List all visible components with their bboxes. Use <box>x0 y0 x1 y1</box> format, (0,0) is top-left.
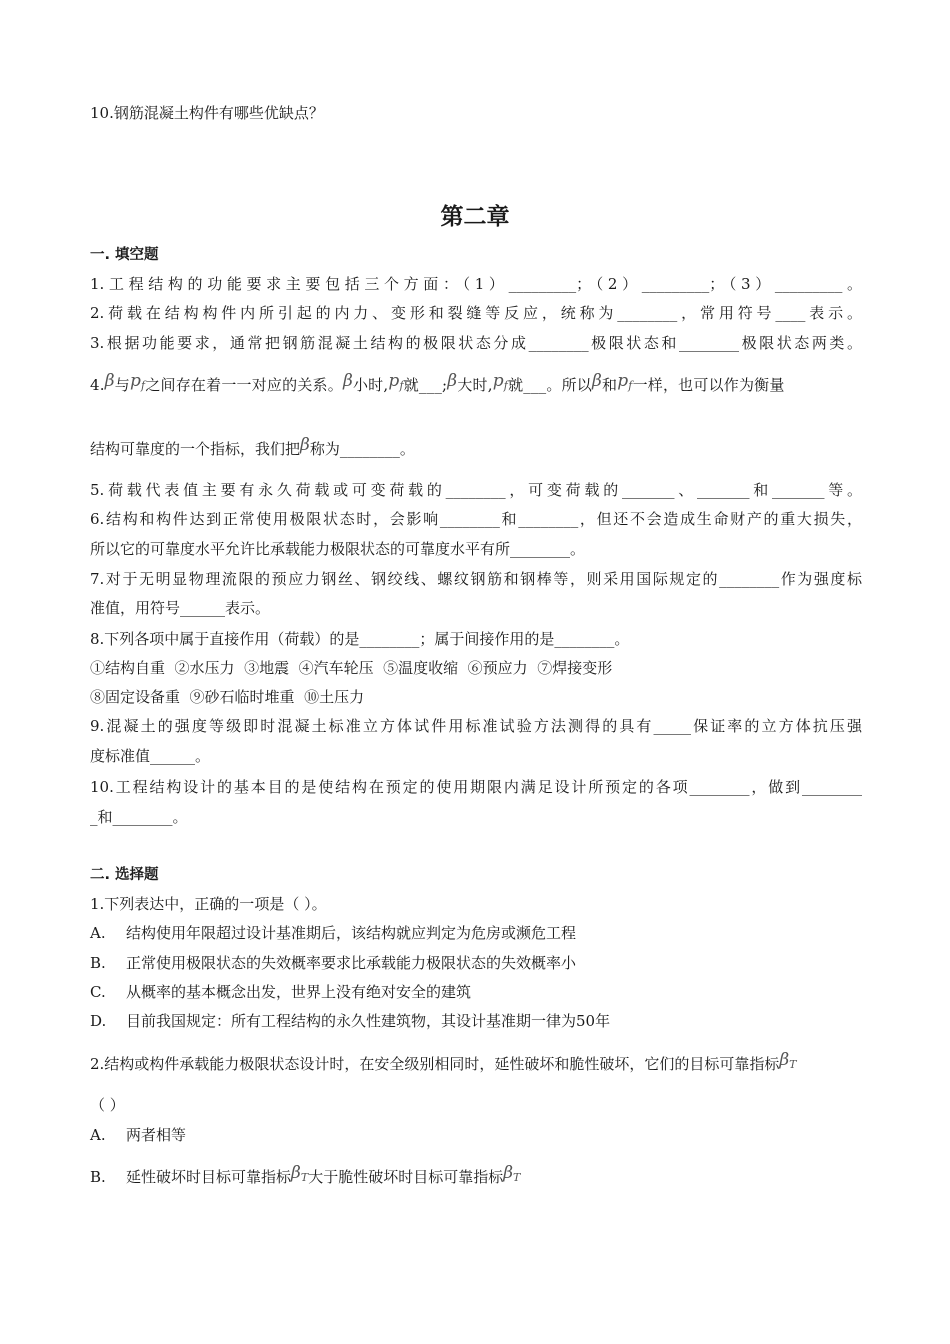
fill-question-6-line1: 6.结构和构件达到正常使用极限状态时，会影响________和________，但还不会造成生命财产的重大损失， <box>90 510 862 528</box>
fill-question-8-items-1: ①结构自重 ②水压力 ③地震 ④汽车轮压 ⑤温度收缩 ⑥预应力 ⑦焊接变形 <box>90 659 613 677</box>
section-heading-multiple-choice: 二. 选择题 <box>90 867 159 883</box>
fill-question-3: 3.根据功能要求，通常把钢筋混凝土结构的极限状态分成________极限状态和________极限状态两类。 <box>90 334 862 352</box>
beta-t-symbol: βT <box>779 1050 797 1071</box>
prev-question-10: 10.钢筋混凝土构件有哪些优缺点？ <box>90 104 324 122</box>
choice-question-1: 1.下列表达中，正确的一项是（ ）。 <box>90 895 327 913</box>
choice-option-b: B. 正常使用极限状态的失效概率要求比承载能力极限状态的失效概率小 <box>90 954 577 972</box>
pf-symbol: pf <box>388 371 404 392</box>
fill-question-6-line2: 所以它的可靠度水平允许比承载能力极限状态的可靠度水平有所________。 <box>90 540 586 558</box>
fill-question-4-line1: 4.β与pf之间存在着一一对应的关系。β小时,pf就___;β大时,pf就___。所以β和pf一样，也可以作为衡量 <box>90 371 785 394</box>
choice-option-c: C. 从概率的基本概念出发，世界上没有绝对安全的建筑 <box>90 983 472 1001</box>
beta-symbol: β <box>591 371 602 391</box>
fill-question-8: 8.下列各项中属于直接作用（荷载）的是________；属于间接作用的是________。 <box>90 630 630 648</box>
choice-question-2-paren: （ ） <box>90 1096 125 1114</box>
fill-question-4-line2: 结构可靠度的一个指标，我们把β称为________。 <box>90 435 415 458</box>
choice-option-d: D. 目前我国规定：所有工程结构的永久性建筑物，其设计基准期一律为50年 <box>90 1012 611 1030</box>
pf-symbol: pf <box>617 371 633 392</box>
chapter-title: 第二章 <box>440 204 510 230</box>
pf-symbol: pf <box>492 371 509 392</box>
choice-option-a: A. 结构使用年限超过设计基准期后，该结构就应判定为危房或濒危工程 <box>90 924 577 942</box>
fill-question-9-line2: 度标准值______。 <box>90 747 211 765</box>
fill-question-9-line1: 9.混凝土的强度等级即时混凝土标准立方体试件用标准试验方法测得的具有_____保证率的立方体抗压强 <box>90 717 862 735</box>
beta-symbol: β <box>447 371 458 391</box>
beta-symbol: β <box>104 371 115 391</box>
fill-question-7-line1: 7.对于无明显物理流限的预应力钢丝、钢绞线、螺纹钢筋和钢棒等，则采用国际规定的________作为强度标 <box>90 570 862 588</box>
beta-symbol: β <box>300 435 310 455</box>
choice2-option-b: B. 延性破坏时目标可靠指标βT大于脆性破坏时目标可靠指标βT <box>90 1163 521 1186</box>
fill-question-10-line1: 10.工程结构设计的基本目的是使结构在预定的使用期限内满足设计所预定的各项________，做到________ <box>90 778 862 796</box>
fill-question-2: 2.荷载在结构构件内所引起的内力、变形和裂缝等反应，统称为________，常用符号____表示。 <box>90 304 862 322</box>
fill-question-1: 1.工程结构的功能要求主要包括三个方面：（1）_________；（2）_________；（3）_________。 <box>90 275 862 293</box>
fill-question-7-line2: 准值，用符号______表示。 <box>90 599 271 617</box>
beta-t-symbol: βT <box>503 1163 521 1184</box>
choice-question-2: 2.结构或构件承载能力极限状态设计时，在安全级别相同时，延性破坏和脆性破坏，它们的目标可靠指标βT <box>90 1050 797 1073</box>
section-heading-fill-blank: 一. 填空题 <box>90 247 159 263</box>
fill-question-10-line2: _和________。 <box>90 808 188 826</box>
fill-question-5: 5.荷载代表值主要有永久荷载或可变荷载的________，可变荷载的_______、_______和_______等。 <box>90 481 862 499</box>
beta-symbol: β <box>342 371 353 391</box>
fill-question-8-items-2: ⑧固定设备重 ⑨砂石临时堆重 ⑩土压力 <box>90 688 365 706</box>
beta-t-symbol: βT <box>291 1163 309 1184</box>
pf-symbol: pf <box>129 371 146 392</box>
choice2-option-a: A. 两者相等 <box>90 1126 187 1144</box>
